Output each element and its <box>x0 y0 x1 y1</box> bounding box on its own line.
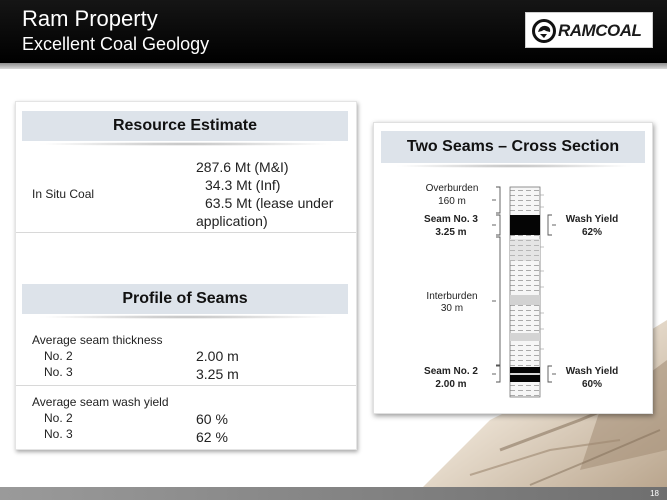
resource-value-inf: 34.3 Mt (Inf) <box>205 177 281 193</box>
overburden-value: 160 m <box>438 196 466 207</box>
ram-logo-icon <box>532 19 556 43</box>
heading-shadow <box>394 164 634 168</box>
thickness-seam-no3-value: 3.25 m <box>196 366 239 382</box>
thickness-seam-no2-value: 2.00 m <box>196 348 239 364</box>
page-number: 18 <box>650 489 659 498</box>
seam2-label: Seam No. 2 <box>424 366 478 377</box>
header-divider <box>0 63 667 69</box>
resource-estimate-heading: Resource Estimate <box>22 111 348 141</box>
seam-thickness-label: Average seam thickness <box>32 333 163 347</box>
overburden-label: Overburden <box>425 183 479 194</box>
profile-of-seams-heading: Profile of Seams <box>22 284 348 314</box>
resource-value-mi: 287.6 Mt (M&I) <box>196 159 289 175</box>
interburden-value: 30 m <box>440 303 464 314</box>
seam2-value: 2.00 m <box>435 379 467 390</box>
thickness-seam-no3-label: No. 3 <box>44 365 73 379</box>
ramcoal-logo <box>525 12 653 48</box>
seam3-label: Seam No. 3 <box>424 214 478 225</box>
logo-wordmark: RAMCOAL <box>558 21 642 40</box>
seam3-wash-yield-label: Wash Yield <box>565 214 619 225</box>
seam2-wash-yield-label: Wash Yield <box>565 366 619 377</box>
wash-yield-seam-no2-value: 60 % <box>196 411 228 427</box>
cross-section-panel <box>373 122 653 414</box>
seam3-value: 3.25 m <box>435 227 467 238</box>
divider <box>16 385 356 386</box>
stratigraphic-column <box>470 183 570 398</box>
heading-shadow <box>36 142 336 146</box>
thickness-seam-no2-label: No. 2 <box>44 349 73 363</box>
slide-subtitle: Excellent Coal Geology <box>22 34 210 54</box>
resource-value-application: application) <box>196 213 268 229</box>
wash-yield-label: Average seam wash yield <box>32 395 169 409</box>
seam2-wash-yield-value: 60% <box>581 379 602 390</box>
footer-bar <box>0 487 667 500</box>
wash-yield-seam-no3-value: 62 % <box>196 429 228 445</box>
in-situ-coal-label: In Situ Coal <box>32 187 95 201</box>
slide-title: Ram Property <box>22 6 158 31</box>
wash-yield-seam-no2-label: No. 2 <box>44 411 73 425</box>
divider <box>16 232 356 233</box>
resource-value-lease: 63.5 Mt (lease under <box>205 195 334 211</box>
wash-yield-seam-no3-label: No. 3 <box>44 427 73 441</box>
resource-panel <box>15 101 357 450</box>
interburden-label: Interburden <box>426 291 478 302</box>
header-bar <box>0 0 667 63</box>
heading-shadow <box>36 315 336 319</box>
seam3-wash-yield-value: 62% <box>581 227 602 238</box>
cross-section-heading: Two Seams – Cross Section <box>381 131 645 163</box>
